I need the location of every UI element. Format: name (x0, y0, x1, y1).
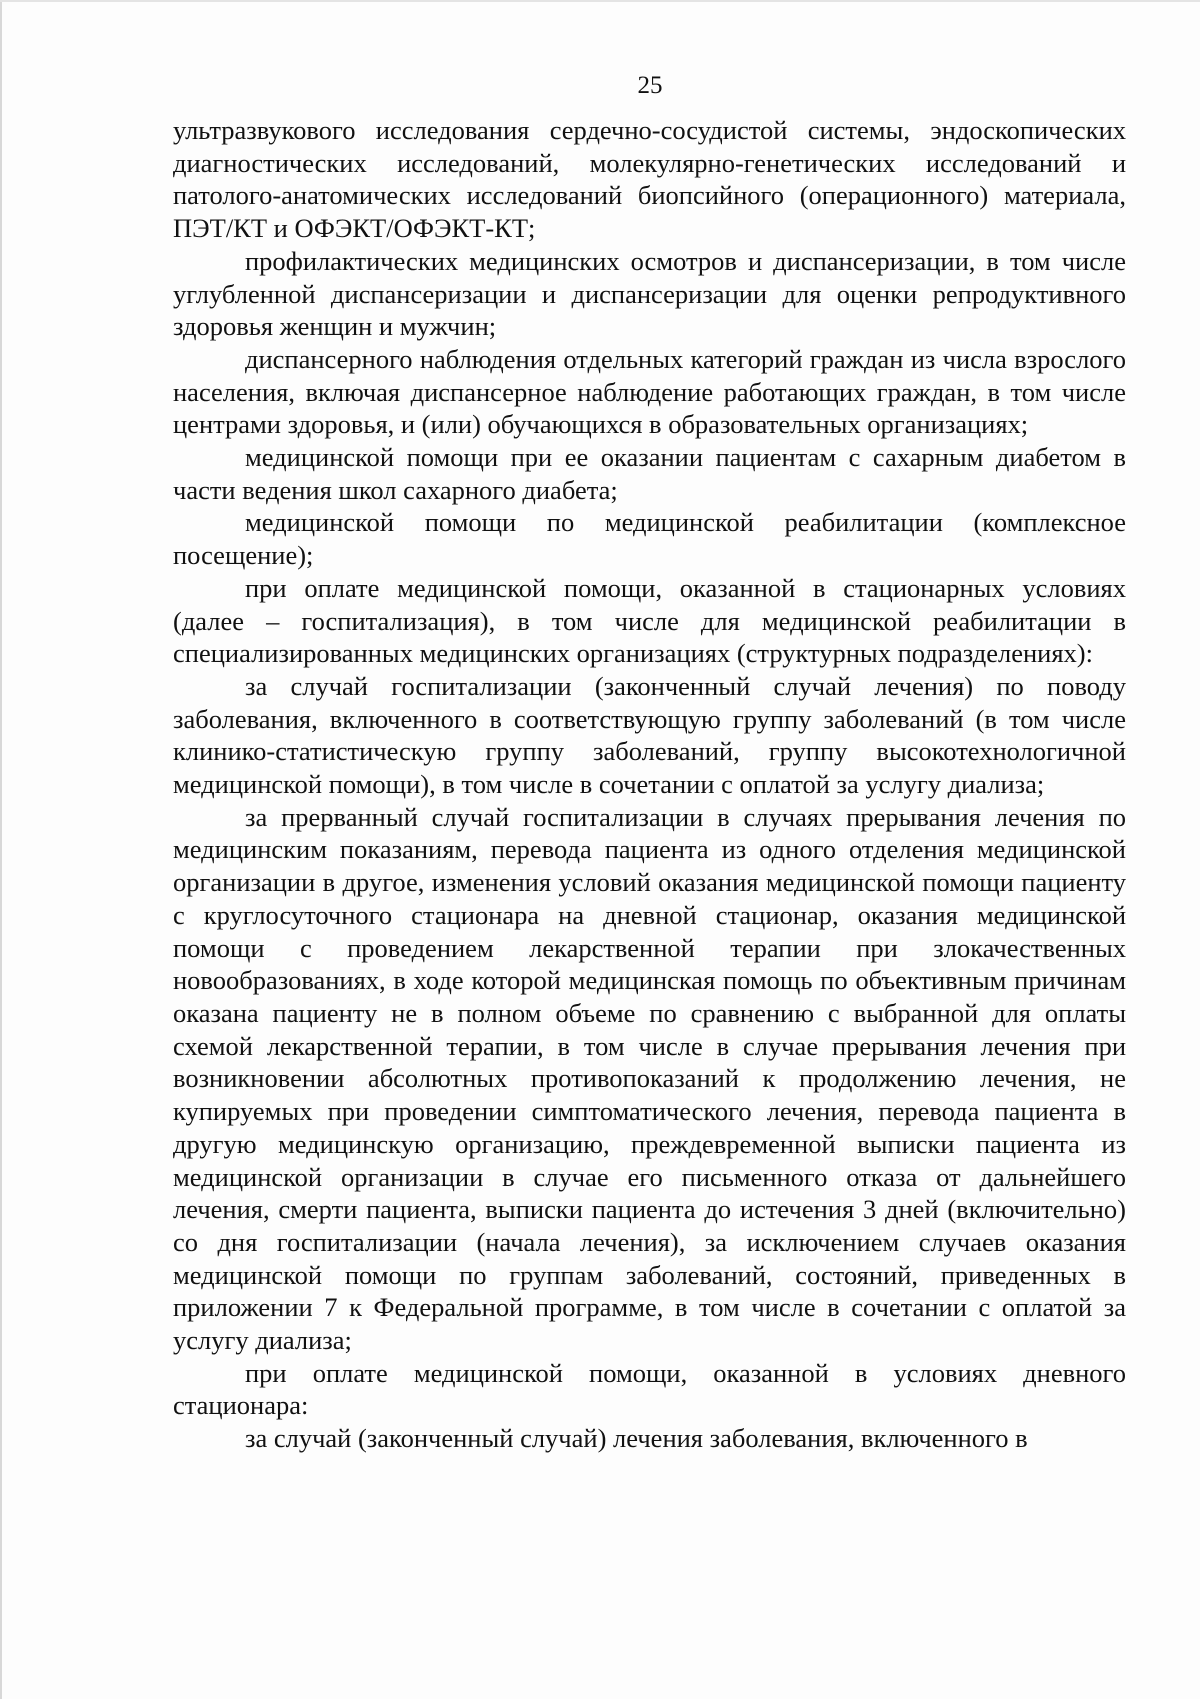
paragraph-8: за прерванный случай госпитализации в случаях прерывания лечения по медицинским показаниям, перевода пациента из одного отделения медицинской организации в другое, изменения условий оказания медицинской помощи пациенту с круглосуточного стационара на дневной стационар, оказания медицинской помощи с проведением лекарственной терапии при злокачественных новообразованиях, в ходе которой медицинская помощь по объективным причинам оказана пациенту не в полном объеме по сравнению с выбранной для оплаты схемой лекарственной терапии, в том числе в случае прерывания лечения при возникновении абсолютных противопоказаний к продолжению лечения, не купируемых при проведении симптоматического лечения, перевода пациента в другую медицинскую организацию, преждевременной выписки пациента из медицинской организации в случае его письменного отказа от дальнейшего лечения, смерти пациента, выписки пациента до истечения 3 дней (включительно) со дня госпитализации (начала лечения), за исключением случаев оказания медицинской помощи по группам заболеваний, состояний, приведенных в приложении 7 к Федеральной программе, в том числе в сочетании с оплатой за услугу диализа; (173, 801, 1126, 1356)
page-number: 25 (637, 72, 663, 99)
paragraph-3: диспансерного наблюдения отдельных категорий граждан из числа взрослого населения, включая диспансерное наблюдение работающих граждан, в том числе центрами здоровья, и (или) обучающихся в образовательных организациях; (173, 343, 1126, 440)
scan-top-edge (0, 0, 1200, 2)
paragraph-5: медицинской помощи по медицинской реабилитации (комплексное посещение); (173, 507, 1126, 571)
paragraph-4: медицинской помощи при ее оказании пациентам с сахарным диабетом в части ведения школ сахарного диабета; (173, 442, 1126, 505)
paragraph-7: за случай госпитализации (законченный случай лечения) по поводу заболевания, включенного в соответствующую группу заболеваний (в том числе клинико-статистическую группу заболеваний, группу высокотехнологичной медицинской помощи), в том числе в сочетании с оплатой за услугу диализа; (173, 670, 1126, 800)
paragraph-1: ультразвукового исследования сердечно-сосудистой системы, эндоскопических диагностических исследований, молекулярно-генетических исследований и патолого-анатомических исследований биопсийного (операционного) материала, ПЭТ/КТ и ОФЭКТ/ОФЭКТ-КТ; (173, 115, 1126, 244)
paragraph-9: при оплате медицинской помощи, оказанной в условиях дневного стационара: (173, 1357, 1126, 1421)
paragraph-6: при оплате медицинской помощи, оказанной в стационарных условиях (далее – госпитализация), в том числе для медицинской реабилитации в специализированных медицинских организациях (структурных подразделениях): (173, 572, 1126, 669)
paragraph-2: профилактических медицинских осмотров и диспансеризации, в том числе углубленной диспансеризации и диспансеризации для оценки репродуктивного здоровья женщин и мужчин; (173, 245, 1126, 342)
paragraph-10: за случай (законченный случай) лечения заболевания, включенного в (245, 1423, 1028, 1454)
document-body (173, 114, 1126, 1455)
scan-left-edge (0, 0, 2, 1699)
